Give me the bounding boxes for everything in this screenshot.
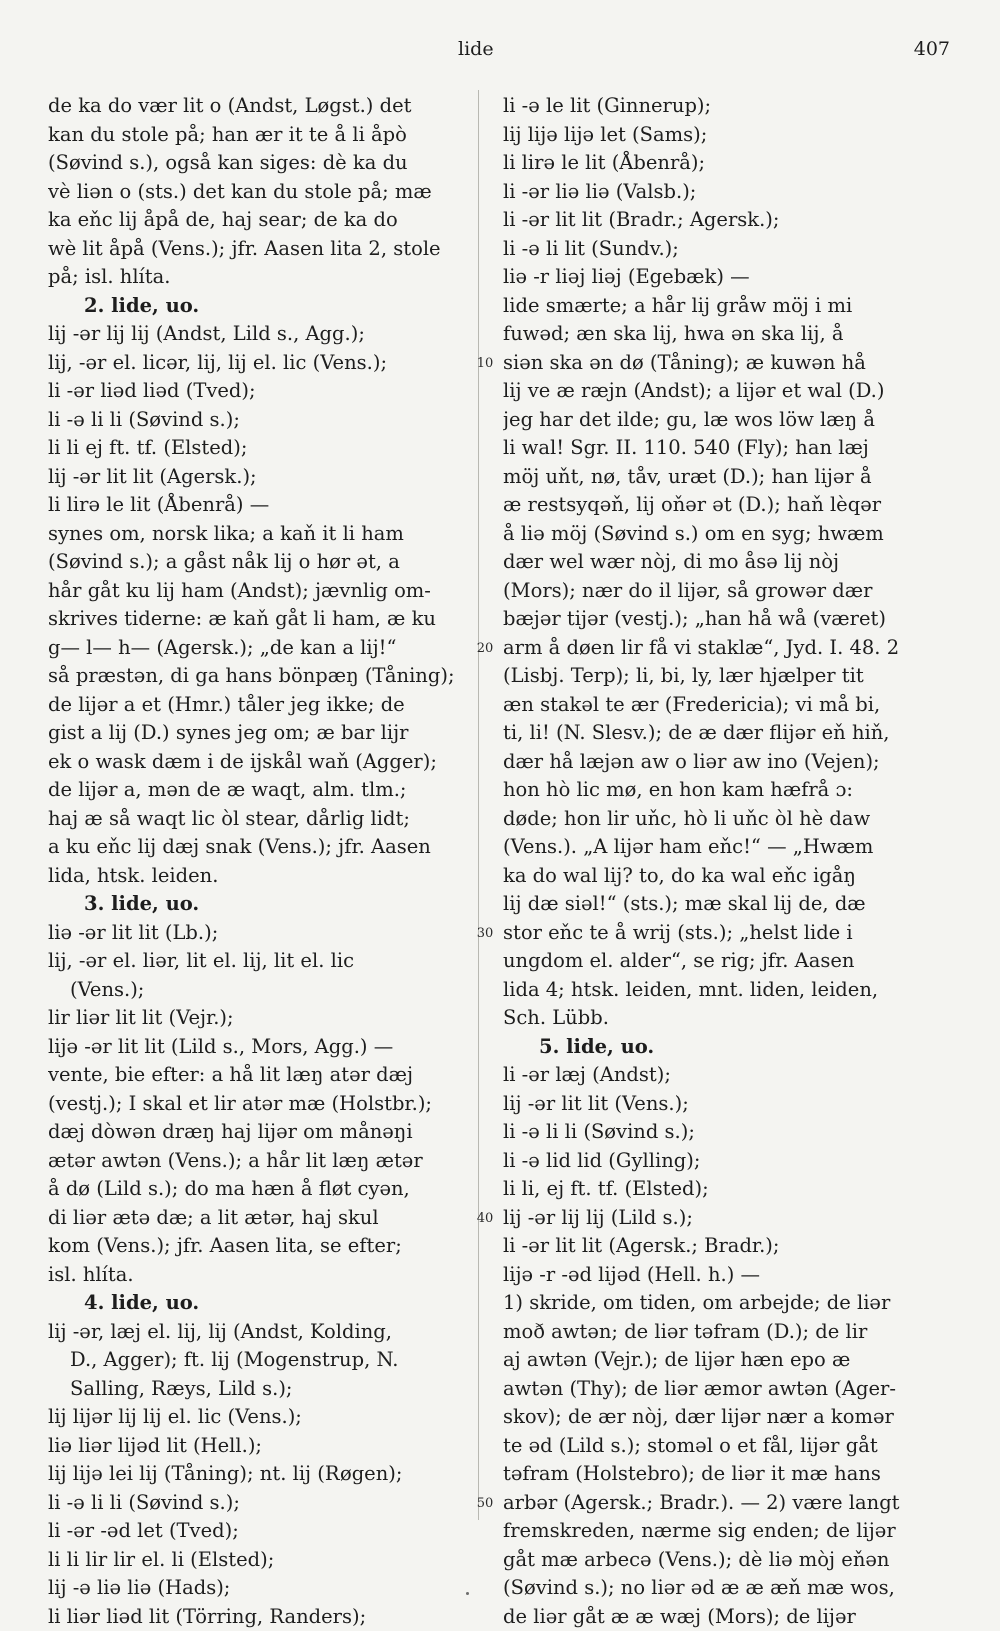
running-head-title: lide xyxy=(458,38,494,60)
right-column-line: lij ve æ ræjn (Andst); a lijər et wal (D.) xyxy=(503,377,943,406)
left-column-line: li -ə li li (Søvind s.); xyxy=(48,406,473,435)
right-column-line: li wal! Sgr. II. 110. 540 (Fly); han læj xyxy=(503,434,943,463)
left-column-line: ek o wask dæm i de ijskål waň (Agger); xyxy=(48,748,473,777)
left-column-line: li -ə li li (Søvind s.); xyxy=(48,1489,473,1518)
left-column-line: lij lijə lei lij (Tåning); nt. lij (Røgen); xyxy=(48,1460,473,1489)
left-column-line: lij, -ər el. licər, lij, lij el. lic (Vens.); xyxy=(48,349,473,378)
line-number: 10 xyxy=(468,356,502,371)
left-column-line: de lijər a et (Hmr.) tåler jeg ikke; de xyxy=(48,691,473,720)
right-column xyxy=(503,92,943,1631)
right-column-line: arm å døen lir få vi staklæ“, Jyd. I. 48. 2 xyxy=(503,634,943,663)
left-column-line: skrives tiderne: æ kaň gåt li ham, æ ku xyxy=(48,605,473,634)
left-column-line: de lijər a, mən de æ waqt, alm. tlm.; xyxy=(48,776,473,805)
line-number: 20 xyxy=(468,641,502,656)
right-column-line: lide smærte; a hår lij gråw möj i mi xyxy=(503,292,943,321)
left-column-line: isl. hlíta. xyxy=(48,1261,473,1290)
left-column-line: lijə -ər lit lit (Lild s., Mors, Agg.) — xyxy=(48,1033,473,1062)
left-column-line: liə liər lijəd lit (Hell.); xyxy=(48,1432,473,1461)
right-column-line: lida 4; htsk. leiden, mnt. liden, leiden, xyxy=(503,976,943,1005)
left-column-line: vente, bie efter: a hå lit læŋ atər dæj xyxy=(48,1061,473,1090)
right-column-line: æ restsyqəň, lij oňər ət (D.); haň lèqər xyxy=(503,491,943,520)
left-column-line: lij -ər lit lit (Agersk.); xyxy=(48,463,473,492)
left-column-line: Salling, Ræys, Lild s.); xyxy=(48,1375,473,1404)
line-number: 30 xyxy=(468,926,502,941)
right-column-line: li -ə li lit (Sundv.); xyxy=(503,235,943,264)
left-column-line: de ka do vær lit o (Andst, Løgst.) det xyxy=(48,92,473,121)
right-column-line: ungdom el. alder“, se rig; jfr. Aasen xyxy=(503,947,943,976)
right-column-line: li -ər liə liə (Valsb.); xyxy=(503,178,943,207)
left-column-line: lir liər lit lit (Vejr.); xyxy=(48,1004,473,1033)
right-column-line: awtən (Thy); de liər æmor awtən (Ager- xyxy=(503,1375,943,1404)
right-column-line: li -ər lit lit (Bradr.; Agersk.); xyxy=(503,206,943,235)
left-column-line: li lirə le lit (Åbenrå) — xyxy=(48,491,473,520)
left-column xyxy=(48,92,473,1631)
left-column-line: (Søvind s.), også kan siges: dè ka du xyxy=(48,149,473,178)
left-column-line: lij -ər lij lij (Andst, Lild s., Agg.); xyxy=(48,320,473,349)
right-column-line: ti, li! (N. Slesv.); de æ dær flijər eň hiň, xyxy=(503,719,943,748)
right-column-line: døde; hon lir uňc, hò li uňc òl hè daw xyxy=(503,805,943,834)
left-column-line: lij -ə liə liə (Hads); xyxy=(48,1574,473,1603)
left-column-line: haj æ så waqt lic òl stear, dårlig lidt; xyxy=(48,805,473,834)
right-column-line: möj uňt, nø, tåv, uræt (D.); han lijər å xyxy=(503,463,943,492)
left-column-line: lij, -ər el. liər, lit el. lij, lit el. lic xyxy=(48,947,473,976)
right-column-line: fuwəd; æn ska lij, hwa ən ska lij, å xyxy=(503,320,943,349)
right-column-line: li -ər lit lit (Agersk.; Bradr.); xyxy=(503,1232,943,1261)
right-column-line: ka do wal lij? to, do ka wal eňc igåŋ xyxy=(503,862,943,891)
right-column-line: æn stakəl te ær (Fredericia); vi må bi, xyxy=(503,691,943,720)
right-column-line: dær hå læjən aw o liər aw ino (Vejen); xyxy=(503,748,943,777)
right-column-line: fremskreden, nærme sig enden; de lijər xyxy=(503,1517,943,1546)
right-column-line: (Søvind s.); no liər əd æ æ æň mæ wos, xyxy=(503,1574,943,1603)
left-column-line: di liər ætə dæ; a lit ætər, haj skul xyxy=(48,1204,473,1233)
line-number: 40 xyxy=(468,1211,502,1226)
left-column-line: ætər awtən (Vens.); a hår lit læŋ ætər xyxy=(48,1147,473,1176)
right-column-line: liə -r liəj liəj (Egebæk) — xyxy=(503,263,943,292)
left-column-line: å dø (Lild s.); do ma hæn å fløt cyən, xyxy=(48,1175,473,1204)
right-column-line: gåt mæ arbecə (Vens.); dè liə mòj eňən xyxy=(503,1546,943,1575)
right-column-line: moð awtən; de liər təfram (D.); de lir xyxy=(503,1318,943,1347)
right-column-line: aj awtən (Vejr.); de lijər hæn epo æ xyxy=(503,1346,943,1375)
left-column-line: synes om, norsk lika; a kaň it li ham xyxy=(48,520,473,549)
right-column-line: li -ə lid lid (Gylling); xyxy=(503,1147,943,1176)
left-column-line: gist a lij (D.) synes jeg om; æ bar lijr xyxy=(48,719,473,748)
print-speck xyxy=(466,1592,469,1595)
page-number: 407 xyxy=(914,38,950,60)
left-column-line: li -ər liəd liəd (Tved); xyxy=(48,377,473,406)
left-column-line: (vestj.); I skal et lir atər mæ (Holstbr.); xyxy=(48,1090,473,1119)
column-divider xyxy=(478,90,479,1520)
left-column-line: li li lir lir el. li (Elsted); xyxy=(48,1546,473,1575)
left-entry-headword: 2. lide, uo. xyxy=(48,292,473,321)
right-column-line: hon hò lic mø, en hon kam hæfrå ɔ: xyxy=(503,776,943,805)
right-column-line: Sch. Lübb. xyxy=(503,1004,943,1033)
left-column-line: a ku eňc lij dæj snak (Vens.); jfr. Aasen xyxy=(48,833,473,862)
left-column-line: li liər liəd lit (Törring, Randers); xyxy=(48,1603,473,1631)
right-column-line: lij -ər lij lij (Lild s.); xyxy=(503,1204,943,1233)
left-column-line: wè lit åpå (Vens.); jfr. Aasen lita 2, stole xyxy=(48,235,473,264)
left-column-line: (Vens.); xyxy=(48,976,473,1005)
right-column-line: li -ə le lit (Ginnerup); xyxy=(503,92,943,121)
left-column-line: li li ej ft. tf. (Elsted); xyxy=(48,434,473,463)
right-column-line: lij -ər lit lit (Vens.); xyxy=(503,1090,943,1119)
right-column-line: 1) skride, om tiden, om arbejde; de liər xyxy=(503,1289,943,1318)
right-column-line: bæjər tijər (vestj.); „han hå wå (været) xyxy=(503,605,943,634)
left-entry-headword: 3. lide, uo. xyxy=(48,890,473,919)
left-column-line: vè liən o (sts.) det kan du stole på; mæ xyxy=(48,178,473,207)
right-column-line: skov); de ær nòj, dær lijər nær a komər xyxy=(503,1403,943,1432)
left-column-line: g— l— h— (Agersk.); „de kan a lij!“ xyxy=(48,634,473,663)
right-column-line: li -ər læj (Andst); xyxy=(503,1061,943,1090)
left-column-line: lida, htsk. leiden. xyxy=(48,862,473,891)
right-column-line: (Vens.). „A lijər ham eňc!“ — „Hwæm xyxy=(503,833,943,862)
right-column-line: lijə -r -əd lijəd (Hell. h.) — xyxy=(503,1261,943,1290)
left-column-line: på; isl. hlíta. xyxy=(48,263,473,292)
left-column-line: ka eňc lij åpå de, haj sear; de ka do xyxy=(48,206,473,235)
right-column-line: te əd (Lild s.); stoməl o et fål, lijər gåt xyxy=(503,1432,943,1461)
right-column-line: li li, ej ft. tf. (Elsted); xyxy=(503,1175,943,1204)
right-column-line: li -ə li li (Søvind s.); xyxy=(503,1118,943,1147)
right-column-line: (Lisbj. Terp); li, bi, ly, lær hjælper tit xyxy=(503,662,943,691)
right-column-line: li lirə le lit (Åbenrå); xyxy=(503,149,943,178)
left-column-line: lij -ər, læj el. lij, lij (Andst, Kolding, xyxy=(48,1318,473,1347)
page-header xyxy=(0,38,1000,68)
right-column-line: (Mors); nær do il lijər, så growər dær xyxy=(503,577,943,606)
right-column-line: təfram (Holstebro); de liər it mæ hans xyxy=(503,1460,943,1489)
right-column-line: arbər (Agersk.; Bradr.). — 2) være langt xyxy=(503,1489,943,1518)
left-column-line: kan du stole på; han ær it te å li åpò xyxy=(48,121,473,150)
left-column-line: så præstən, di ga hans bönpæŋ (Tåning); xyxy=(48,662,473,691)
left-column-line: hår gåt ku lij ham (Andst); jævnlig om- xyxy=(48,577,473,606)
left-column-line: (Søvind s.); a gåst nåk lij o hør ət, a xyxy=(48,548,473,577)
right-column-line: lij lijə lijə let (Sams); xyxy=(503,121,943,150)
left-column-line: liə -ər lit lit (Lb.); xyxy=(48,919,473,948)
right-column-line: jeg har det ilde; gu, læ wos löw læŋ å xyxy=(503,406,943,435)
right-column-line: siən ska ən dø (Tåning); æ kuwən hå xyxy=(503,349,943,378)
left-column-line: dæj dòwən dræŋ haj lijər om månəŋi xyxy=(48,1118,473,1147)
left-entry-headword: 4. lide, uo. xyxy=(48,1289,473,1318)
left-column-line: li -ər -əd let (Tved); xyxy=(48,1517,473,1546)
right-column-line: de liər gåt æ æ wæj (Mors); de lijər xyxy=(503,1603,943,1631)
left-column-line: lij lijər lij lij el. lic (Vens.); xyxy=(48,1403,473,1432)
right-column-line: å liə möj (Søvind s.) om en syg; hwæm xyxy=(503,520,943,549)
right-entry-headword: 5. lide, uo. xyxy=(503,1033,943,1062)
right-column-line: stor eňc te å wrij (sts.); „helst lide i xyxy=(503,919,943,948)
right-column-line: lij dæ siəl!“ (sts.); mæ skal lij de, dæ xyxy=(503,890,943,919)
left-column-line: kom (Vens.); jfr. Aasen lita, se efter; xyxy=(48,1232,473,1261)
line-number: 50 xyxy=(468,1496,502,1511)
left-column-line: D., Agger); ft. lij (Mogenstrup, N. xyxy=(48,1346,473,1375)
right-column-line: dær wel wær nòj, di mo åsə lij nòj xyxy=(503,548,943,577)
